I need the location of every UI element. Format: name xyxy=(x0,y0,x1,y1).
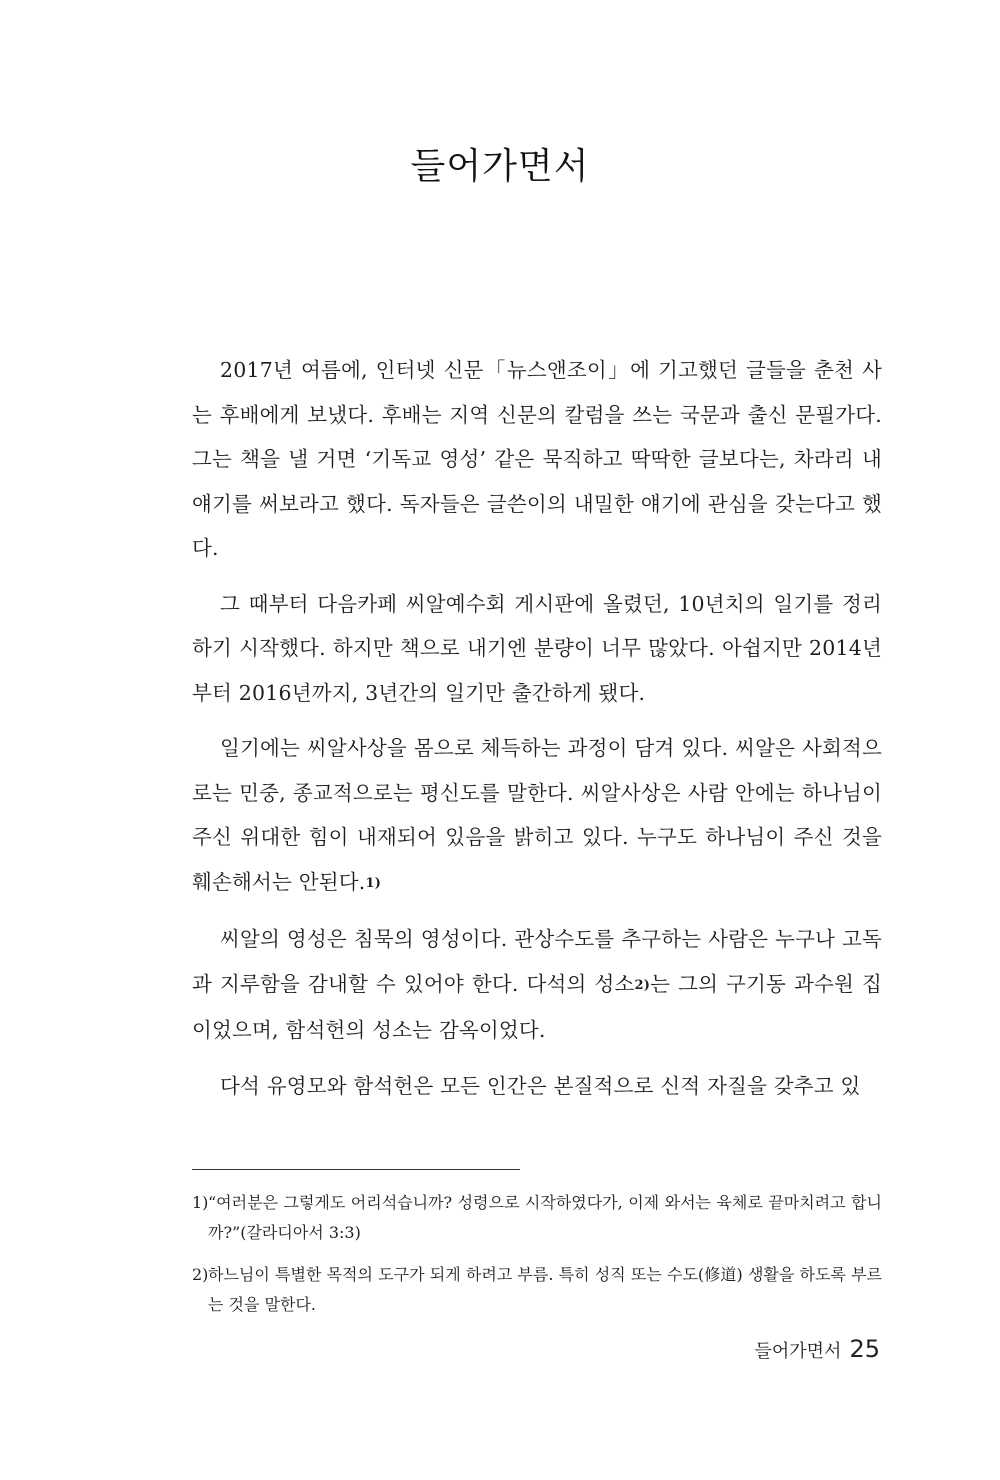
footnote-number: 2) xyxy=(192,1265,209,1284)
paragraph-text: 씨알의 영성은 침묵의 영성이다. 관상수도를 추구하는 사람은 누구나 고독과 지루함을 감내할 수 있어야 한다. 다석의 성소 xyxy=(192,927,882,996)
footnote-ref-1[interactable]: 1) xyxy=(365,875,382,891)
paragraph xyxy=(192,726,882,906)
paragraph xyxy=(192,917,882,1053)
footnote-text: “여러분은 그렇게도 어리석습니까? 성령으로 시작하였다가, 이제 와서는 육체로 끝마치려고 합니까?”(갈라디아서 3:3) xyxy=(208,1193,882,1242)
running-footer xyxy=(755,1335,881,1363)
footnote-1 xyxy=(192,1188,882,1248)
paragraph xyxy=(192,1064,882,1109)
paragraph-text: 그 때부터 다음카페 씨알예수회 게시판에 올렸던, 10년치의 일기를 정리하기 시작했다. 하지만 책으로 내기엔 분량이 너무 많았다. 아쉽지만 2014년부터 2016년까지, 3년간의 일기만 출간하게 됐다. xyxy=(192,591,882,705)
paragraph-text: 다석 유영모와 함석헌은 모든 인간은 본질적으로 신적 자질을 갖추고 있 xyxy=(220,1073,861,1098)
footnote-divider xyxy=(192,1169,520,1170)
body-text xyxy=(192,348,882,1108)
paragraph-text: 2017년 여름에, 인터넷 신문「뉴스앤조이」에 기고했던 글들을 춘천 사는 후배에게 보냈다. 후배는 지역 신문의 칼럼을 쓰는 국문과 출신 문필가다. 그는 책을 낼 거면 ‘기독교 영성’ 같은 묵직하고 딱딱한 글보다는, 차라리 내 얘기를 써보라고 했다. 독자들은 글쓴이의 내밀한 얘기에 관심을 갖는다고 했다. xyxy=(192,358,882,560)
footnote-text: 하느님이 특별한 목적의 도구가 되게 하려고 부름. 특히 성직 또는 수도(修道) 생활을 하도록 부르는 것을 말한다. xyxy=(208,1265,882,1314)
paragraph-text: 는 그의 구기동 과수원 집이었으며, 함석헌의 성소는 감옥이었다. xyxy=(192,971,882,1042)
footnote-ref-2[interactable]: 2) xyxy=(634,977,651,993)
page-number: 25 xyxy=(849,1335,880,1363)
chapter-title: 들어가면서 xyxy=(410,146,590,187)
footnote-2 xyxy=(192,1260,882,1320)
footnotes xyxy=(192,1188,882,1320)
paragraph xyxy=(192,348,882,571)
paragraph xyxy=(192,582,882,716)
footer-chapter-title: 들어가면서 xyxy=(754,1341,842,1362)
footnote-number: 1) xyxy=(192,1193,209,1212)
paragraph-text: 일기에는 씨알사상을 몸으로 체득하는 과정이 담겨 있다. 씨알은 사회적으로는 민중, 종교적으로는 평신도를 말한다. 씨알사상은 사람 안에는 하나님이 주신 위대한 힘이 내재되어 있음을 밝히고 있다. 누구도 하나님이 주신 것을 훼손해서는 안된다. xyxy=(192,736,882,894)
